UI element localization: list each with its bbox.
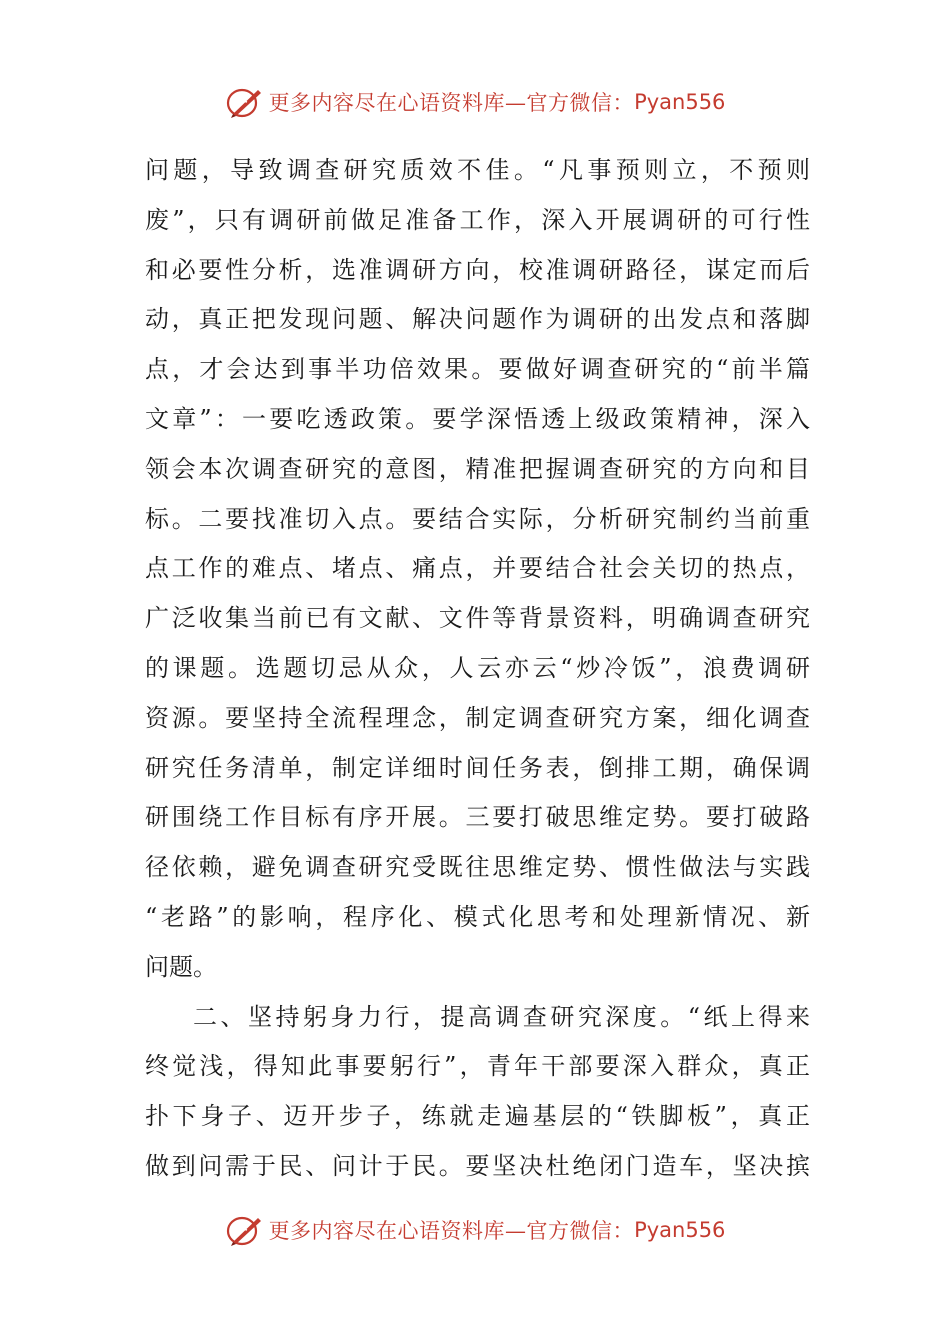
body-line: 做到问需于民、问计于民。要坚决杜绝闭门造车，坚决摈 (145, 1151, 810, 1180)
body-line: 的课题。选题切忌从众，人云亦云“炒冷饭”，浪费调研 (145, 653, 810, 682)
body-line: 点工作的难点、堵点、痛点，并要结合社会关切的热点， (145, 554, 810, 583)
body-line: 广泛收集当前已有文献、文件等背景资料，明确调查研究 (145, 604, 810, 633)
banner-wechat-id: Pyan556 (634, 90, 726, 114)
banner-text: 更多内容尽在心语资料库—官方微信： (268, 1219, 635, 1243)
section-heading-line: 二、坚持躬身力行，提高调查研究深度。“纸上得来 (193, 1002, 810, 1031)
footer-banner (0, 1210, 950, 1250)
body-line: 废”，只有调研前做足准备工作，深入开展调研的可行性 (145, 205, 810, 234)
banner-wechat-id: Pyan556 (634, 1218, 726, 1242)
body-line: 问题。 (145, 952, 217, 981)
body-line: 文章”：一要吃透政策。要学深悟透上级政策精神，深入 (145, 404, 810, 433)
body-line: 领会本次调查研究的意图，精准把握调查研究的方向和目 (145, 454, 810, 483)
body-line: 资源。要坚持全流程理念，制定调查研究方案，细化调查 (145, 703, 810, 732)
body-line: 和必要性分析，选准调研方向，校准调研路径，谋定而后 (145, 255, 810, 284)
banner-text: 更多内容尽在心语资料库—官方微信： (268, 91, 635, 115)
body-line: 点，才会达到事半功倍效果。要做好调查研究的“前半篇 (145, 355, 810, 384)
body-line: 终觉浅，得知此事要躬行”，青年干部要深入群众，真正 (145, 1052, 810, 1081)
pen-logo-icon (225, 84, 265, 120)
body-line: 研围绕工作目标有序开展。三要打破思维定势。要打破路 (145, 803, 810, 832)
body-line: 研究任务清单，制定详细时间任务表，倒排工期，确保调 (145, 753, 810, 782)
body-line: “老路”的影响，程序化、模式化思考和处理新情况、新 (145, 902, 810, 931)
body-line: 扑下身子、迈开步子，练就走遍基层的“铁脚板”，真正 (145, 1102, 810, 1131)
body-line: 径依赖，避免调查研究受既往思维定势、惯性做法与实践 (145, 853, 810, 882)
pen-logo-icon (225, 1212, 265, 1248)
body-line: 动，真正把发现问题、解决问题作为调研的出发点和落脚 (145, 305, 810, 334)
header-banner (0, 82, 950, 122)
body-line: 标。二要找准切入点。要结合实际，分析研究制约当前重 (145, 504, 810, 533)
body-line: 问题，导致调查研究质效不佳。“凡事预则立，不预则 (145, 156, 810, 184)
document-body (145, 146, 810, 1192)
